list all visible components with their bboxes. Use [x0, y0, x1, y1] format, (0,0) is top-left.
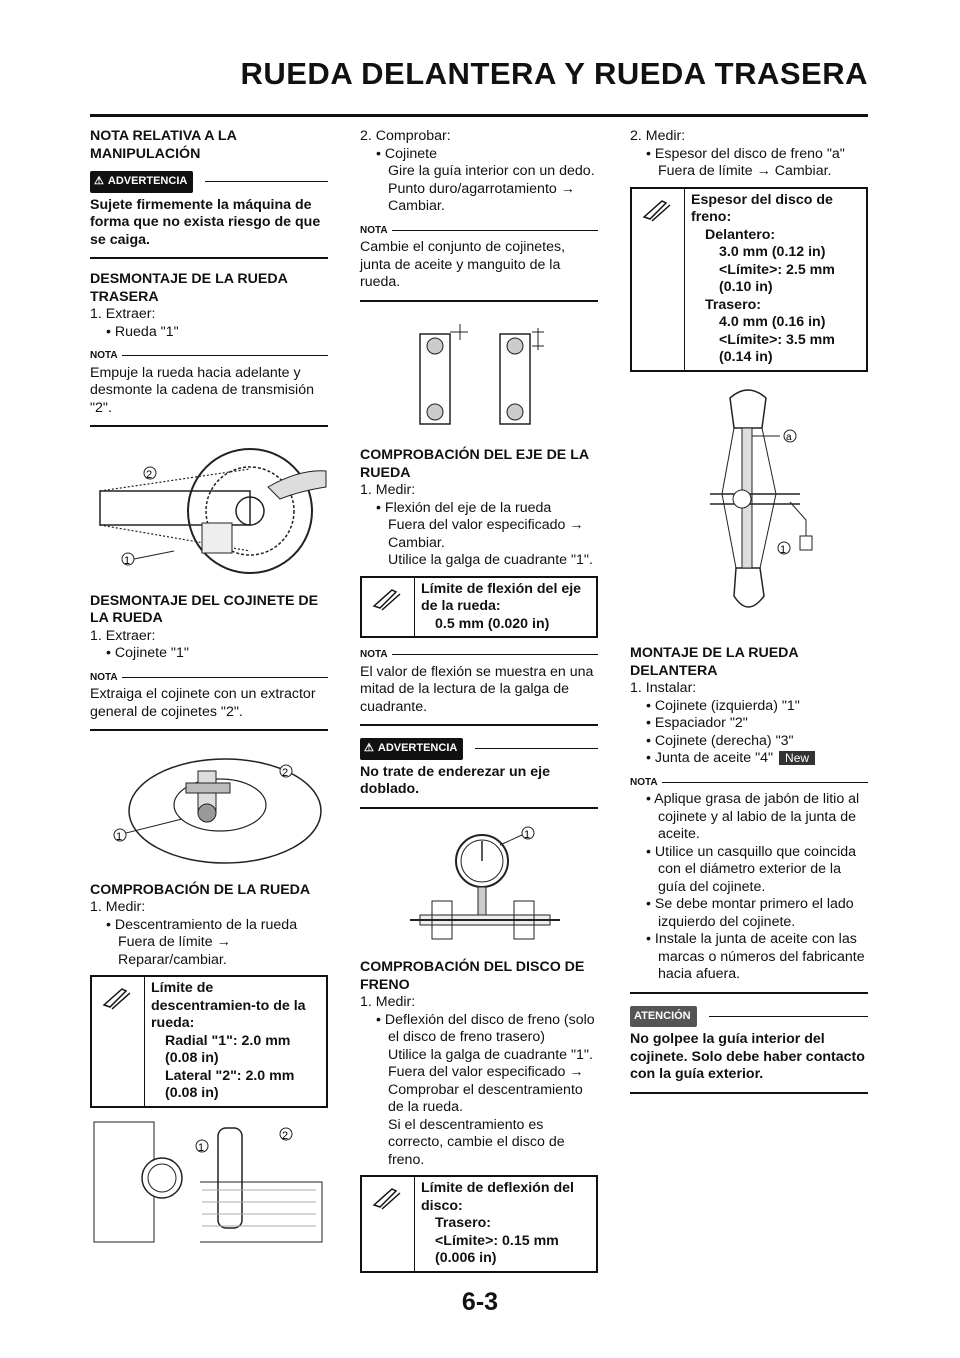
warning-line — [475, 748, 598, 749]
note-label: NOTA — [360, 646, 598, 664]
divider — [630, 992, 868, 994]
step-item: • Flexión del eje de la rueda — [376, 499, 552, 516]
step: 1. Medir: — [90, 899, 146, 915]
new-badge: New — [779, 751, 815, 765]
brake-disc-thickness-illustration — [630, 382, 868, 638]
step-item: • Deflexión del disco de freno (solo el disco de freno trasero) — [376, 1011, 595, 1045]
step-subtext: Gire la guía interior con un dedo. — [388, 163, 595, 179]
step-subtext: Fuera de límite → Reparar/cambiar. — [118, 934, 231, 968]
svg-text:1: 1 — [198, 1141, 205, 1154]
section-title: COMPROBACIÓN DEL EJE DE LA RUEDA — [360, 447, 589, 481]
caliper-icon — [632, 189, 685, 370]
section-title: COMPROBACIÓN DEL DISCO DE FRENO — [360, 959, 585, 993]
spec-value: Trasero: — [705, 296, 761, 313]
step: 2. Comprobar: — [360, 128, 451, 144]
spec-value: (0.08 in) — [165, 1085, 219, 1101]
caution-badge: ATENCIÓN — [630, 1006, 697, 1028]
step-subtext: Cambiar. — [388, 198, 445, 214]
step-item: • Cojinete (derecha) "3" — [646, 732, 794, 749]
note-label: NOTA — [360, 222, 598, 240]
spec-value: 3.0 mm (0.12 in) — [719, 244, 826, 260]
spec-box — [630, 187, 868, 372]
warning-text: No trate de enderezar un eje doblado. — [360, 763, 551, 797]
note-label: NOTA — [630, 774, 868, 792]
step-subtext: Punto duro/agarrotamiento → — [388, 180, 575, 197]
step-subtext: Fuera del valor especificado → — [388, 517, 584, 533]
bearing-illustration — [360, 314, 598, 440]
step-subtext: Cambiar. — [388, 534, 445, 551]
spec-value: (0.10 in) — [719, 279, 773, 295]
spec-label: Límite de deflexión del disco: — [421, 1180, 574, 1214]
spec-box — [360, 1175, 598, 1273]
spec-value: Trasero: — [435, 1215, 491, 1231]
step-item: • Cojinete "1" — [106, 645, 189, 661]
spec-label: Límite de descentramien-to de la rueda: — [151, 980, 306, 1031]
step: 1. Extraer: — [90, 627, 156, 644]
note-item: • Se debe montar primero el lado izquierdo del cojinete. — [646, 896, 854, 930]
caution-line — [709, 1016, 868, 1017]
spec-box — [360, 576, 598, 639]
note-item: • Utilice un casquillo que coincida con el diámetro exterior de la guía del cojinete. — [646, 843, 857, 895]
warning-triangle-icon: ⚠ — [364, 742, 374, 754]
step-item: • Cojinete (izquierda) "1" — [646, 697, 800, 714]
warning-line — [205, 181, 328, 182]
warning-badge: ⚠ ADVERTENCIA — [90, 171, 193, 193]
divider — [630, 1092, 868, 1094]
warning-header — [90, 171, 328, 193]
spec-value: Radial "1": 2.0 mm — [165, 1032, 291, 1049]
spec-value: (0.14 in) — [719, 349, 773, 365]
caution-text: No golpee la guía interior del cojinete. Solo debe haber contacto con la guía exterior. — [630, 1031, 865, 1082]
page-title: RUEDA DELANTERA Y RUEDA TRASERA — [240, 56, 868, 91]
spec-value: (0.006 in) — [435, 1250, 497, 1266]
column-2 — [360, 128, 598, 1281]
step-item: • Rueda "1" — [106, 323, 179, 340]
column-1 — [90, 128, 328, 1259]
spec-label: Espesor del disco de freno: — [691, 191, 833, 225]
note-label: NOTA — [90, 669, 328, 687]
section-title: NOTA RELATIVA A LA MANIPULACIÓN — [90, 128, 237, 162]
column-3 — [630, 128, 868, 1106]
svg-text:1: 1 — [780, 543, 787, 556]
divider — [360, 300, 598, 302]
caliper-icon — [92, 977, 145, 1106]
spec-value: <Límite>: 3.5 mm — [719, 331, 835, 348]
svg-text:2: 2 — [282, 767, 289, 779]
note-text: El valor de flexión se muestra en una mitad de la lectura de la galga de cuadrante. — [360, 663, 594, 715]
spec-box — [90, 975, 328, 1108]
warning-triangle-icon: ⚠ — [94, 175, 104, 187]
section-title: DESMONTAJE DE LA RUEDA TRASERA — [90, 271, 288, 305]
spec-label: Límite de flexión del eje de la rueda: — [421, 580, 582, 614]
svg-text:1: 1 — [124, 555, 131, 567]
step-item: • Descentramiento de la rueda — [106, 916, 298, 933]
spec-value: <Límite>: 2.5 mm — [719, 261, 835, 278]
title-rule — [90, 114, 868, 117]
rear-wheel-chain-illustration — [90, 439, 328, 585]
svg-text:1: 1 — [524, 828, 531, 841]
note-text: Cambie el conjunto de cojinetes, junta de aceite y manguito de la rueda. — [360, 239, 566, 290]
step-subtext: Utilice la galga de cuadrante "1". — [388, 552, 593, 568]
section-title: COMPROBACIÓN DE LA RUEDA — [90, 881, 311, 898]
note-text: Extraiga el cojinete con un extractor general de cojinetes "2". — [90, 686, 316, 720]
warning-text: Sujete firmemente la máquina de forma que no exista riesgo de que se caiga. — [90, 196, 321, 248]
step-item: • Espesor del disco de freno "a" — [646, 145, 845, 162]
spec-value: 4.0 mm (0.16 in) — [719, 314, 826, 330]
note-text: Empuje la rueda hacia adelante y desmonte la cadena de transmisión "2". — [90, 364, 314, 416]
caution-header — [630, 1006, 868, 1028]
svg-text:2: 2 — [282, 1129, 289, 1142]
divider — [90, 425, 328, 427]
step: 1. Extraer: — [90, 306, 156, 322]
note-item: • Aplique grasa de jabón de litio al cojinete y al labio de la junta de aceite. — [646, 791, 860, 842]
page-number: 6-3 — [461, 1288, 499, 1316]
step: 1. Medir: — [360, 482, 416, 498]
divider — [360, 807, 598, 809]
caliper-icon — [362, 1177, 415, 1271]
section-title: DESMONTAJE DEL COJINETE DE LA RUEDA — [90, 592, 319, 626]
step-item: • Cojinete — [376, 145, 437, 162]
divider — [360, 724, 598, 726]
caliper-icon — [362, 578, 415, 637]
step: 1. Medir: — [360, 994, 416, 1010]
note-item: • Instale la junta de aceite con las marcas o números del fabricante hacia afuera. — [646, 931, 865, 982]
divider — [90, 729, 328, 731]
divider — [90, 257, 328, 259]
spec-value: Lateral "2": 2.0 mm — [165, 1067, 295, 1084]
step-subtext: Fuera del valor especificado → — [388, 1064, 584, 1080]
step-item: • Junta de aceite "4" New — [630, 750, 868, 768]
section-title: MONTAJE DE LA RUEDA DELANTERA — [630, 645, 799, 679]
step: 1. Instalar: — [630, 680, 697, 696]
warning-header — [360, 738, 598, 760]
svg-text:1: 1 — [116, 831, 123, 843]
step-subtext: Comprobar el descentramiento de la rueda. — [388, 1081, 583, 1115]
spec-value: (0.08 in) — [165, 1050, 219, 1066]
step-subtext: Fuera de límite → Cambiar. — [658, 163, 832, 179]
svg-text:2: 2 — [146, 469, 153, 481]
spec-value: Delantero: — [705, 226, 776, 243]
svg-text:a: a — [786, 431, 792, 443]
axle-dial-gauge-illustration — [360, 821, 598, 952]
warning-badge: ⚠ ADVERTENCIA — [360, 738, 463, 760]
wheel-runout-illustration — [90, 1118, 328, 1252]
note-label: NOTA — [90, 347, 328, 365]
spec-value: 0.5 mm (0.020 in) — [435, 615, 550, 632]
spec-value: <Límite>: 0.15 mm — [435, 1232, 559, 1249]
step: 2. Medir: — [630, 128, 686, 144]
step-subtext: Utilice la galga de cuadrante "1". — [388, 1046, 593, 1063]
step-item: • Espaciador "2" — [646, 715, 748, 731]
step-subtext: Si el descentramiento es correcto, cambie el disco de freno. — [388, 1116, 565, 1168]
bearing-puller-illustration — [90, 743, 328, 874]
